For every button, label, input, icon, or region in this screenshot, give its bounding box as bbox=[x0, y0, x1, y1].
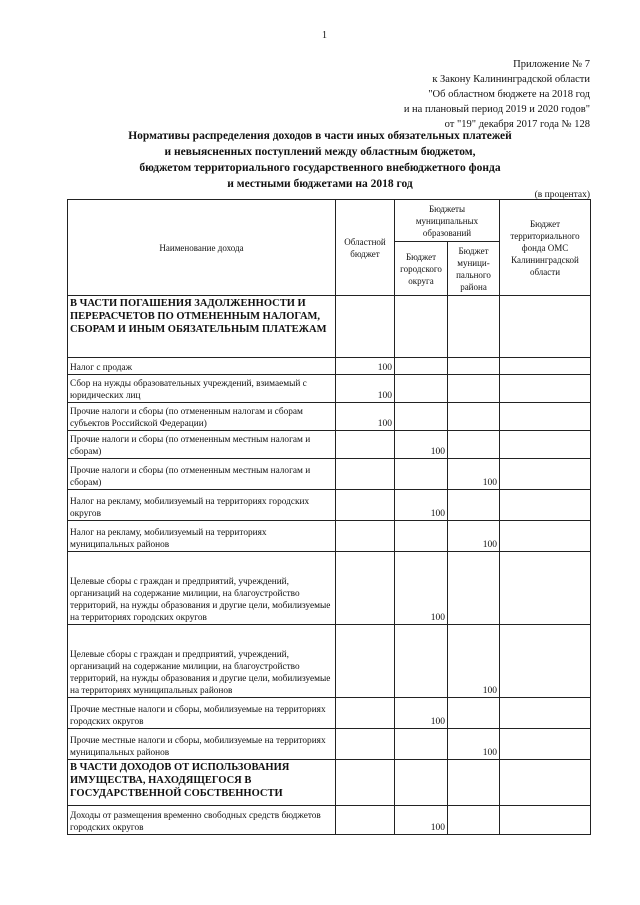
table-row bbox=[68, 806, 591, 835]
municipal-district-value bbox=[448, 358, 500, 375]
city-district-value: 100 bbox=[395, 806, 448, 835]
regional-budget-value bbox=[336, 521, 395, 552]
city-district-value bbox=[395, 403, 448, 431]
city-district-value bbox=[395, 625, 448, 698]
table-row bbox=[68, 625, 591, 698]
section-heading: В ЧАСТИ ДОХОДОВ ОТ ИСПОЛЬЗОВАНИЯ ИМУЩЕСТВА, НАХОДЯЩЕГОСЯ В ГОСУДАРСТВЕННОЙ СОБСТВЕННОСТИ bbox=[68, 760, 336, 806]
regional-budget-value bbox=[336, 490, 395, 521]
table-row bbox=[68, 521, 591, 552]
municipal-district-value: 100 bbox=[448, 729, 500, 760]
municipal-district-value: 100 bbox=[448, 459, 500, 490]
income-name: Прочие налоги и сборы (по отмененным местным налогам и сборам) bbox=[68, 459, 336, 490]
regional-budget-value: 100 bbox=[336, 375, 395, 403]
municipal-district-value bbox=[448, 552, 500, 625]
appendix-line: от "19" декабря 2017 года № 128 bbox=[444, 119, 590, 130]
city-district-value bbox=[395, 296, 448, 358]
municipal-district-value: 100 bbox=[448, 625, 500, 698]
fund-value bbox=[500, 729, 591, 760]
regional-budget-value bbox=[336, 431, 395, 459]
table-row bbox=[68, 358, 591, 375]
fund-value bbox=[500, 296, 591, 358]
header-city-district-budget: Бюджет городского округа bbox=[395, 242, 448, 296]
city-district-value bbox=[395, 375, 448, 403]
page-number: 1 bbox=[322, 30, 327, 41]
fund-value bbox=[500, 698, 591, 729]
income-name: Прочие налоги и сборы (по отмененным местным налогам и сборам) bbox=[68, 431, 336, 459]
income-name: Доходы от размещения временно свободных средств бюджетов городских округов bbox=[68, 806, 336, 835]
income-name: Налог с продаж bbox=[68, 358, 336, 375]
city-district-value bbox=[395, 729, 448, 760]
unit-note: (в процентах) bbox=[534, 190, 590, 200]
table-row bbox=[68, 431, 591, 459]
section-row bbox=[68, 296, 591, 358]
income-name: Целевые сборы с граждан и предприятий, учреждений, организаций на содержание милиции, на благоустройство территорий, на нужды образования и другие цели, мобилизуемые на территориях городских округов bbox=[68, 552, 336, 625]
city-district-value: 100 bbox=[395, 552, 448, 625]
fund-value bbox=[500, 375, 591, 403]
city-district-value bbox=[395, 521, 448, 552]
table-row bbox=[68, 375, 591, 403]
table-row bbox=[68, 459, 591, 490]
table-row bbox=[68, 403, 591, 431]
title-line: и невыясненных поступлений между областным бюджетом, bbox=[164, 146, 476, 158]
fund-value bbox=[500, 625, 591, 698]
appendix-line: к Закону Калининградской области bbox=[432, 74, 590, 85]
table-row bbox=[68, 729, 591, 760]
fund-value bbox=[500, 552, 591, 625]
income-name: Налог на рекламу, мобилизуемый на территориях городских округов bbox=[68, 490, 336, 521]
income-name: Целевые сборы с граждан и предприятий, учреждений, организаций на содержание милиции, на благоустройство территорий, на нужды образования и другие цели, мобилизуемые на территориях муниципальных районов bbox=[68, 625, 336, 698]
header-fund-budget: Бюджет территориального фонда ОМС Калининградской области bbox=[500, 200, 591, 296]
municipal-district-value bbox=[448, 806, 500, 835]
city-district-value bbox=[395, 358, 448, 375]
municipal-district-value bbox=[448, 375, 500, 403]
document-title bbox=[0, 128, 640, 192]
city-district-value bbox=[395, 459, 448, 490]
income-name: Прочие налоги и сборы (по отмененным налогам и сборам субъектов Российской Федерации) bbox=[68, 403, 336, 431]
fund-value bbox=[500, 760, 591, 806]
title-line: Нормативы распределения доходов в части иных обязательных платежей bbox=[128, 130, 512, 142]
city-district-value: 100 bbox=[395, 431, 448, 459]
income-name: Налог на рекламу, мобилизуемый на территориях муниципальных районов bbox=[68, 521, 336, 552]
regional-budget-value bbox=[336, 760, 395, 806]
section-heading: В ЧАСТИ ПОГАШЕНИЯ ЗАДОЛЖЕННОСТИ И ПЕРЕРАСЧЕТОВ ПО ОТМЕНЕННЫМ НАЛОГАМ, СБОРАМ И ИНЫМ ОБЯЗАТЕЛЬНЫМ ПЛАТЕЖАМ bbox=[68, 296, 336, 358]
table-body bbox=[68, 296, 591, 835]
income-name: Прочие местные налоги и сборы, мобилизуемые на территориях городских округов bbox=[68, 698, 336, 729]
income-name: Прочие местные налоги и сборы, мобилизуемые на территориях муниципальных районов bbox=[68, 729, 336, 760]
table-row bbox=[68, 552, 591, 625]
regional-budget-value bbox=[336, 729, 395, 760]
appendix-line: Приложение № 7 bbox=[513, 59, 590, 70]
municipal-district-value: 100 bbox=[448, 521, 500, 552]
regional-budget-value bbox=[336, 296, 395, 358]
appendix-line: "Об областном бюджете на 2018 год bbox=[428, 89, 590, 100]
municipal-district-value bbox=[448, 403, 500, 431]
title-line: бюджетом территориального государственного внебюджетного фонда bbox=[139, 162, 501, 174]
income-name: Сбор на нужды образовательных учреждений, взимаемый с юридических лиц bbox=[68, 375, 336, 403]
fund-value bbox=[500, 521, 591, 552]
municipal-district-value bbox=[448, 490, 500, 521]
regional-budget-value bbox=[336, 459, 395, 490]
title-line: и местными бюджетами на 2018 год bbox=[227, 178, 413, 190]
regional-budget-value bbox=[336, 625, 395, 698]
fund-value bbox=[500, 431, 591, 459]
regional-budget-value bbox=[336, 698, 395, 729]
fund-value bbox=[500, 459, 591, 490]
city-district-value bbox=[395, 760, 448, 806]
section-row bbox=[68, 760, 591, 806]
municipal-district-value bbox=[448, 296, 500, 358]
regional-budget-value bbox=[336, 806, 395, 835]
fund-value bbox=[500, 403, 591, 431]
header-municipal-district-budget: Бюджет муници-пального района bbox=[448, 242, 500, 296]
appendix-reference bbox=[290, 57, 590, 132]
table-row bbox=[68, 490, 591, 521]
municipal-district-value bbox=[448, 760, 500, 806]
fund-value bbox=[500, 806, 591, 835]
header-income-name: Наименование дохода bbox=[68, 200, 336, 296]
regional-budget-value: 100 bbox=[336, 358, 395, 375]
city-district-value: 100 bbox=[395, 490, 448, 521]
municipal-district-value bbox=[448, 431, 500, 459]
fund-value bbox=[500, 490, 591, 521]
municipal-district-value bbox=[448, 698, 500, 729]
table-row bbox=[68, 698, 591, 729]
city-district-value: 100 bbox=[395, 698, 448, 729]
header-regional-budget: Областной бюджет bbox=[336, 200, 395, 296]
header-municipal-budgets: Бюджеты муниципальных образований bbox=[395, 200, 500, 242]
regional-budget-value: 100 bbox=[336, 403, 395, 431]
regional-budget-value bbox=[336, 552, 395, 625]
fund-value bbox=[500, 358, 591, 375]
appendix-line: и на плановый период 2019 и 2020 годов" bbox=[403, 104, 590, 115]
revenue-distribution-table bbox=[67, 199, 591, 835]
